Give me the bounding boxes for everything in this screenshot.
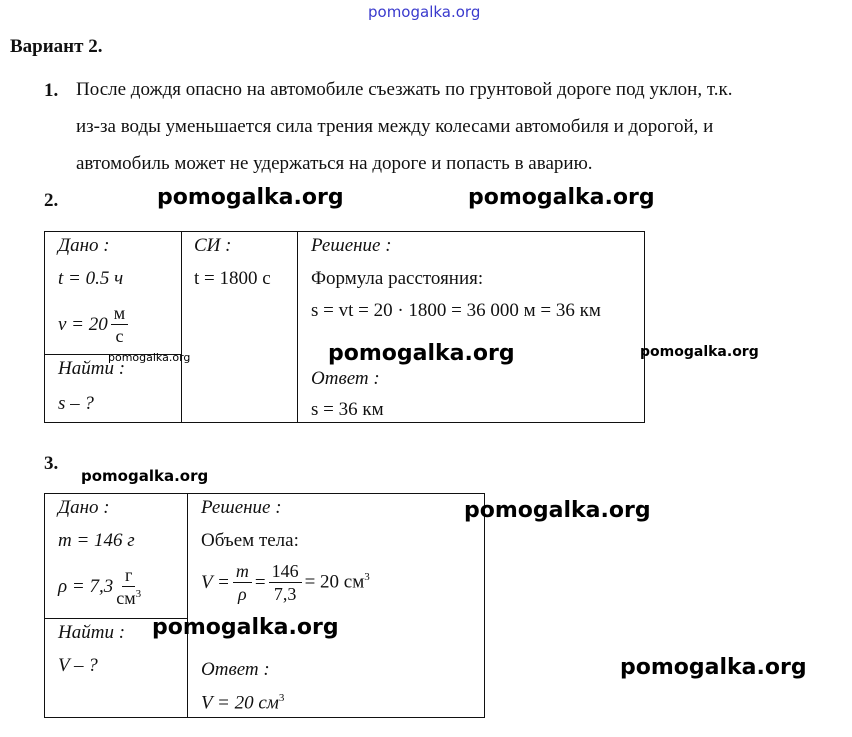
unit-den: $см^3$ — [116, 588, 142, 608]
task2-solution-header: Решение : — [311, 235, 392, 256]
task2-solution-label: Формула расстояния: — [311, 268, 484, 289]
watermark: pomogalka.org — [157, 185, 344, 210]
page-title: Вариант 2. — [10, 36, 103, 57]
task2-given-v — [58, 304, 131, 345]
task2-answer-value: s = 36 км — [311, 399, 384, 420]
task2-number: 2. — [44, 190, 59, 211]
unit-num: г — [122, 566, 135, 587]
task2-given-header: Дано : — [58, 235, 110, 256]
task1-line-2: из-за воды уменьшается сила трения между колесами автомобиля и дорогой, и — [76, 116, 714, 137]
task1-text — [76, 71, 732, 182]
task3-given-m — [58, 530, 135, 552]
fraction-values: $\frac{146}{7,3}$ — [269, 562, 302, 603]
formula-result: = 20 $см^3$ — [304, 571, 370, 593]
watermark: pomogalka.org — [81, 467, 209, 485]
task3-find-header: Найти : — [58, 622, 126, 643]
formula-eq: = — [254, 571, 266, 593]
task2-find-header: Найти : — [58, 358, 126, 379]
task3-formula — [201, 562, 370, 603]
watermark: pomogalka.org — [620, 655, 807, 680]
task1-number: 1. — [44, 80, 59, 101]
watermark: pomogalka.org — [152, 615, 339, 640]
unit-fraction — [111, 304, 128, 345]
task1-line-3: автомобиль может не удержаться на дороге и попасть в аварию. — [76, 153, 593, 174]
task3-given-rho — [58, 566, 144, 607]
task2-answer-header: Ответ : — [311, 368, 380, 389]
unit-den: с — [115, 326, 124, 346]
task2-solution-formula: s = vt = 20 · 1800 = 36 000 м = 36 км — [311, 300, 601, 321]
task2-si-header: СИ : — [194, 235, 232, 256]
watermark: pomogalka.org — [464, 498, 651, 523]
given-t: t = 0.5 ч — [58, 268, 124, 289]
unit-num: м — [111, 304, 128, 325]
task2-find-value: s – ? — [58, 393, 94, 414]
task3-given-header: Дано : — [58, 497, 110, 518]
given-m: m = 146 г — [58, 530, 135, 551]
watermark-top: pomogalka.org — [368, 3, 481, 21]
task2-given-t — [58, 268, 123, 290]
task3-find-value: V – ? — [58, 655, 98, 676]
task1-line-1: После дождя опасно на автомобиле съезжать по грунтовой дороге под уклон, т.к. — [76, 79, 733, 100]
task2-si-value: t = 1800 с — [194, 268, 271, 289]
watermark: pomogalka.org — [108, 351, 191, 364]
formula-lhs: V = — [201, 571, 230, 593]
watermark: pomogalka.org — [468, 185, 655, 210]
task3-solution-label: Объем тела: — [201, 530, 299, 551]
watermark: pomogalka.org — [640, 344, 759, 360]
unit-fraction — [116, 566, 141, 607]
given-rho: ρ = 7,3 — [58, 575, 114, 597]
task3-answer-header: Ответ : — [201, 659, 270, 680]
task3-number: 3. — [44, 453, 59, 474]
task3-solution-header: Решение : — [201, 497, 282, 518]
task3-answer-value: V = 20 $см^3$ — [201, 692, 285, 714]
watermark: pomogalka.org — [328, 341, 515, 366]
given-v: v = 20 — [58, 313, 108, 335]
fraction-m-rho: $\frac{m}{\rho}$ — [233, 562, 252, 603]
